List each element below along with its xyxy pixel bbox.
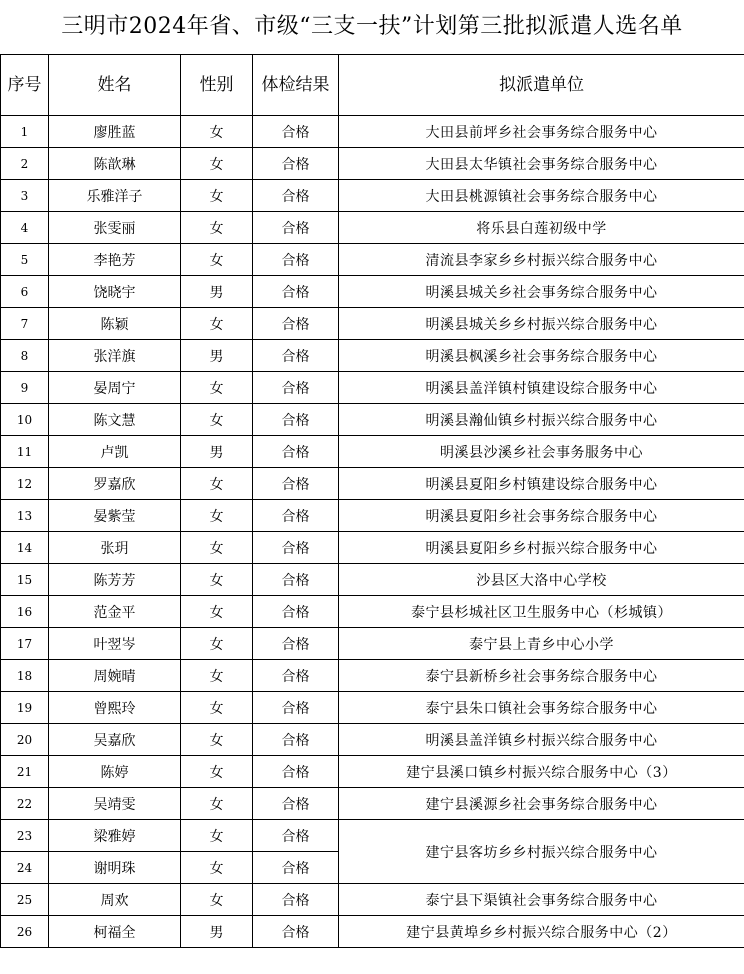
cell-result: 合格 bbox=[253, 308, 339, 340]
cell-unit: 清流县李家乡乡村振兴综合服务中心 bbox=[339, 244, 744, 276]
table-row bbox=[1, 116, 744, 148]
cell-name: 吴靖雯 bbox=[49, 788, 181, 820]
cell-gender: 女 bbox=[181, 404, 253, 436]
header-result: 体检结果 bbox=[253, 55, 339, 116]
cell-gender: 女 bbox=[181, 148, 253, 180]
cell-result: 合格 bbox=[253, 148, 339, 180]
cell-gender: 女 bbox=[181, 852, 253, 884]
cell-seq: 14 bbox=[1, 532, 49, 564]
cell-result: 合格 bbox=[253, 116, 339, 148]
table-row bbox=[1, 916, 744, 948]
cell-gender: 女 bbox=[181, 628, 253, 660]
cell-unit: 明溪县夏阳乡乡村振兴综合服务中心 bbox=[339, 532, 744, 564]
cell-result: 合格 bbox=[253, 468, 339, 500]
cell-gender: 女 bbox=[181, 692, 253, 724]
table-row bbox=[1, 820, 744, 852]
cell-seq: 22 bbox=[1, 788, 49, 820]
cell-gender: 女 bbox=[181, 660, 253, 692]
cell-name: 曾熙玲 bbox=[49, 692, 181, 724]
cell-unit: 泰宁县杉城社区卫生服务中心（杉城镇） bbox=[339, 596, 744, 628]
cell-result: 合格 bbox=[253, 564, 339, 596]
cell-name: 晏紫莹 bbox=[49, 500, 181, 532]
cell-unit: 明溪县盖洋镇乡村振兴综合服务中心 bbox=[339, 724, 744, 756]
cell-seq: 16 bbox=[1, 596, 49, 628]
cell-unit: 泰宁县上青乡中心小学 bbox=[339, 628, 744, 660]
cell-name: 张玥 bbox=[49, 532, 181, 564]
cell-unit: 明溪县枫溪乡社会事务综合服务中心 bbox=[339, 340, 744, 372]
cell-unit: 明溪县盖洋镇村镇建设综合服务中心 bbox=[339, 372, 744, 404]
cell-seq: 23 bbox=[1, 820, 49, 852]
cell-seq: 9 bbox=[1, 372, 49, 404]
cell-unit: 明溪县城关乡乡村振兴综合服务中心 bbox=[339, 308, 744, 340]
cell-seq: 1 bbox=[1, 116, 49, 148]
cell-unit: 建宁县溪口镇乡村振兴综合服务中心（3） bbox=[339, 756, 744, 788]
cell-name: 梁雅婷 bbox=[49, 820, 181, 852]
table-row bbox=[1, 500, 744, 532]
cell-seq: 20 bbox=[1, 724, 49, 756]
cell-gender: 女 bbox=[181, 308, 253, 340]
cell-unit: 大田县太华镇社会事务综合服务中心 bbox=[339, 148, 744, 180]
table-row bbox=[1, 692, 744, 724]
table-body bbox=[1, 116, 744, 948]
cell-gender: 女 bbox=[181, 564, 253, 596]
cell-name: 陈婷 bbox=[49, 756, 181, 788]
cell-seq: 12 bbox=[1, 468, 49, 500]
personnel-table bbox=[0, 54, 744, 948]
cell-name: 张雯丽 bbox=[49, 212, 181, 244]
cell-gender: 女 bbox=[181, 468, 253, 500]
cell-gender: 女 bbox=[181, 884, 253, 916]
cell-name: 周欢 bbox=[49, 884, 181, 916]
cell-gender: 女 bbox=[181, 212, 253, 244]
cell-gender: 女 bbox=[181, 116, 253, 148]
cell-name: 陈文慧 bbox=[49, 404, 181, 436]
cell-seq: 21 bbox=[1, 756, 49, 788]
cell-result: 合格 bbox=[253, 852, 339, 884]
cell-unit: 明溪县沙溪乡社会事务服务中心 bbox=[339, 436, 744, 468]
cell-result: 合格 bbox=[253, 724, 339, 756]
document-title: 三明市2024年省、市级“三支一扶”计划第三批拟派遣人选名单 bbox=[61, 14, 683, 39]
cell-unit: 泰宁县新桥乡社会事务综合服务中心 bbox=[339, 660, 744, 692]
cell-name: 柯福全 bbox=[49, 916, 181, 948]
cell-gender: 女 bbox=[181, 500, 253, 532]
table-row bbox=[1, 436, 744, 468]
header-name: 姓名 bbox=[49, 55, 181, 116]
cell-name: 吴嘉欣 bbox=[49, 724, 181, 756]
table-row bbox=[1, 532, 744, 564]
table-row bbox=[1, 724, 744, 756]
cell-unit: 建宁县黄埠乡乡村振兴综合服务中心（2） bbox=[339, 916, 744, 948]
cell-gender: 女 bbox=[181, 372, 253, 404]
cell-seq: 26 bbox=[1, 916, 49, 948]
table-row bbox=[1, 212, 744, 244]
cell-result: 合格 bbox=[253, 340, 339, 372]
table-row bbox=[1, 276, 744, 308]
cell-seq: 5 bbox=[1, 244, 49, 276]
cell-result: 合格 bbox=[253, 532, 339, 564]
cell-unit: 大田县桃源镇社会事务综合服务中心 bbox=[339, 180, 744, 212]
cell-name: 陈颖 bbox=[49, 308, 181, 340]
cell-result: 合格 bbox=[253, 884, 339, 916]
cell-gender: 男 bbox=[181, 340, 253, 372]
table-row bbox=[1, 884, 744, 916]
cell-result: 合格 bbox=[253, 276, 339, 308]
cell-gender: 男 bbox=[181, 276, 253, 308]
cell-unit: 明溪县夏阳乡社会事务综合服务中心 bbox=[339, 500, 744, 532]
cell-result: 合格 bbox=[253, 916, 339, 948]
cell-name: 卢凯 bbox=[49, 436, 181, 468]
cell-result: 合格 bbox=[253, 436, 339, 468]
cell-seq: 17 bbox=[1, 628, 49, 660]
cell-name: 乐雅洋子 bbox=[49, 180, 181, 212]
table-row bbox=[1, 788, 744, 820]
cell-result: 合格 bbox=[253, 212, 339, 244]
table-row bbox=[1, 372, 744, 404]
cell-name: 罗嘉欣 bbox=[49, 468, 181, 500]
cell-result: 合格 bbox=[253, 372, 339, 404]
cell-unit: 明溪县夏阳乡村镇建设综合服务中心 bbox=[339, 468, 744, 500]
table-row bbox=[1, 308, 744, 340]
cell-gender: 女 bbox=[181, 756, 253, 788]
cell-seq: 24 bbox=[1, 852, 49, 884]
cell-gender: 男 bbox=[181, 436, 253, 468]
table-row bbox=[1, 244, 744, 276]
cell-name: 饶晓宇 bbox=[49, 276, 181, 308]
header-seq: 序号 bbox=[1, 55, 49, 116]
cell-name: 叶翌岑 bbox=[49, 628, 181, 660]
cell-seq: 2 bbox=[1, 148, 49, 180]
cell-seq: 8 bbox=[1, 340, 49, 372]
cell-result: 合格 bbox=[253, 244, 339, 276]
cell-name: 周婉晴 bbox=[49, 660, 181, 692]
table-row bbox=[1, 468, 744, 500]
cell-seq: 3 bbox=[1, 180, 49, 212]
cell-unit: 大田县前坪乡社会事务综合服务中心 bbox=[339, 116, 744, 148]
cell-result: 合格 bbox=[253, 500, 339, 532]
cell-seq: 10 bbox=[1, 404, 49, 436]
cell-gender: 男 bbox=[181, 916, 253, 948]
cell-result: 合格 bbox=[253, 628, 339, 660]
cell-seq: 13 bbox=[1, 500, 49, 532]
cell-unit: 沙县区大洛中心学校 bbox=[339, 564, 744, 596]
cell-unit: 明溪县瀚仙镇乡村振兴综合服务中心 bbox=[339, 404, 744, 436]
table-row bbox=[1, 596, 744, 628]
cell-name: 晏周宁 bbox=[49, 372, 181, 404]
cell-name: 谢明珠 bbox=[49, 852, 181, 884]
table-row bbox=[1, 564, 744, 596]
table-row bbox=[1, 628, 744, 660]
table-row bbox=[1, 148, 744, 180]
cell-gender: 女 bbox=[181, 788, 253, 820]
cell-seq: 7 bbox=[1, 308, 49, 340]
cell-name: 李艳芳 bbox=[49, 244, 181, 276]
cell-result: 合格 bbox=[253, 756, 339, 788]
cell-unit: 将乐县白莲初级中学 bbox=[339, 212, 744, 244]
table-row bbox=[1, 756, 744, 788]
cell-seq: 18 bbox=[1, 660, 49, 692]
cell-result: 合格 bbox=[253, 692, 339, 724]
cell-seq: 25 bbox=[1, 884, 49, 916]
cell-unit: 泰宁县下渠镇社会事务综合服务中心 bbox=[339, 884, 744, 916]
cell-result: 合格 bbox=[253, 660, 339, 692]
cell-seq: 6 bbox=[1, 276, 49, 308]
table-row bbox=[1, 404, 744, 436]
cell-seq: 4 bbox=[1, 212, 49, 244]
cell-unit-merged: 建宁县客坊乡乡村振兴综合服务中心 bbox=[339, 820, 744, 884]
cell-result: 合格 bbox=[253, 820, 339, 852]
cell-result: 合格 bbox=[253, 596, 339, 628]
cell-unit: 明溪县城关乡社会事务综合服务中心 bbox=[339, 276, 744, 308]
header-gender: 性别 bbox=[181, 55, 253, 116]
table-row bbox=[1, 340, 744, 372]
cell-result: 合格 bbox=[253, 404, 339, 436]
cell-name: 陈芳芳 bbox=[49, 564, 181, 596]
table-row bbox=[1, 180, 744, 212]
table-header-row bbox=[1, 55, 744, 116]
cell-unit: 泰宁县朱口镇社会事务综合服务中心 bbox=[339, 692, 744, 724]
cell-gender: 女 bbox=[181, 244, 253, 276]
cell-seq: 19 bbox=[1, 692, 49, 724]
header-unit: 拟派遣单位 bbox=[339, 55, 744, 116]
cell-name: 张洋旗 bbox=[49, 340, 181, 372]
cell-result: 合格 bbox=[253, 788, 339, 820]
cell-unit: 建宁县溪源乡社会事务综合服务中心 bbox=[339, 788, 744, 820]
cell-gender: 女 bbox=[181, 724, 253, 756]
cell-seq: 15 bbox=[1, 564, 49, 596]
cell-name: 范金平 bbox=[49, 596, 181, 628]
cell-gender: 女 bbox=[181, 180, 253, 212]
cell-seq: 11 bbox=[1, 436, 49, 468]
cell-name: 陈歆琳 bbox=[49, 148, 181, 180]
table-row bbox=[1, 660, 744, 692]
cell-gender: 女 bbox=[181, 820, 253, 852]
cell-name: 廖胜蓝 bbox=[49, 116, 181, 148]
cell-result: 合格 bbox=[253, 180, 339, 212]
cell-gender: 女 bbox=[181, 596, 253, 628]
cell-gender: 女 bbox=[181, 532, 253, 564]
